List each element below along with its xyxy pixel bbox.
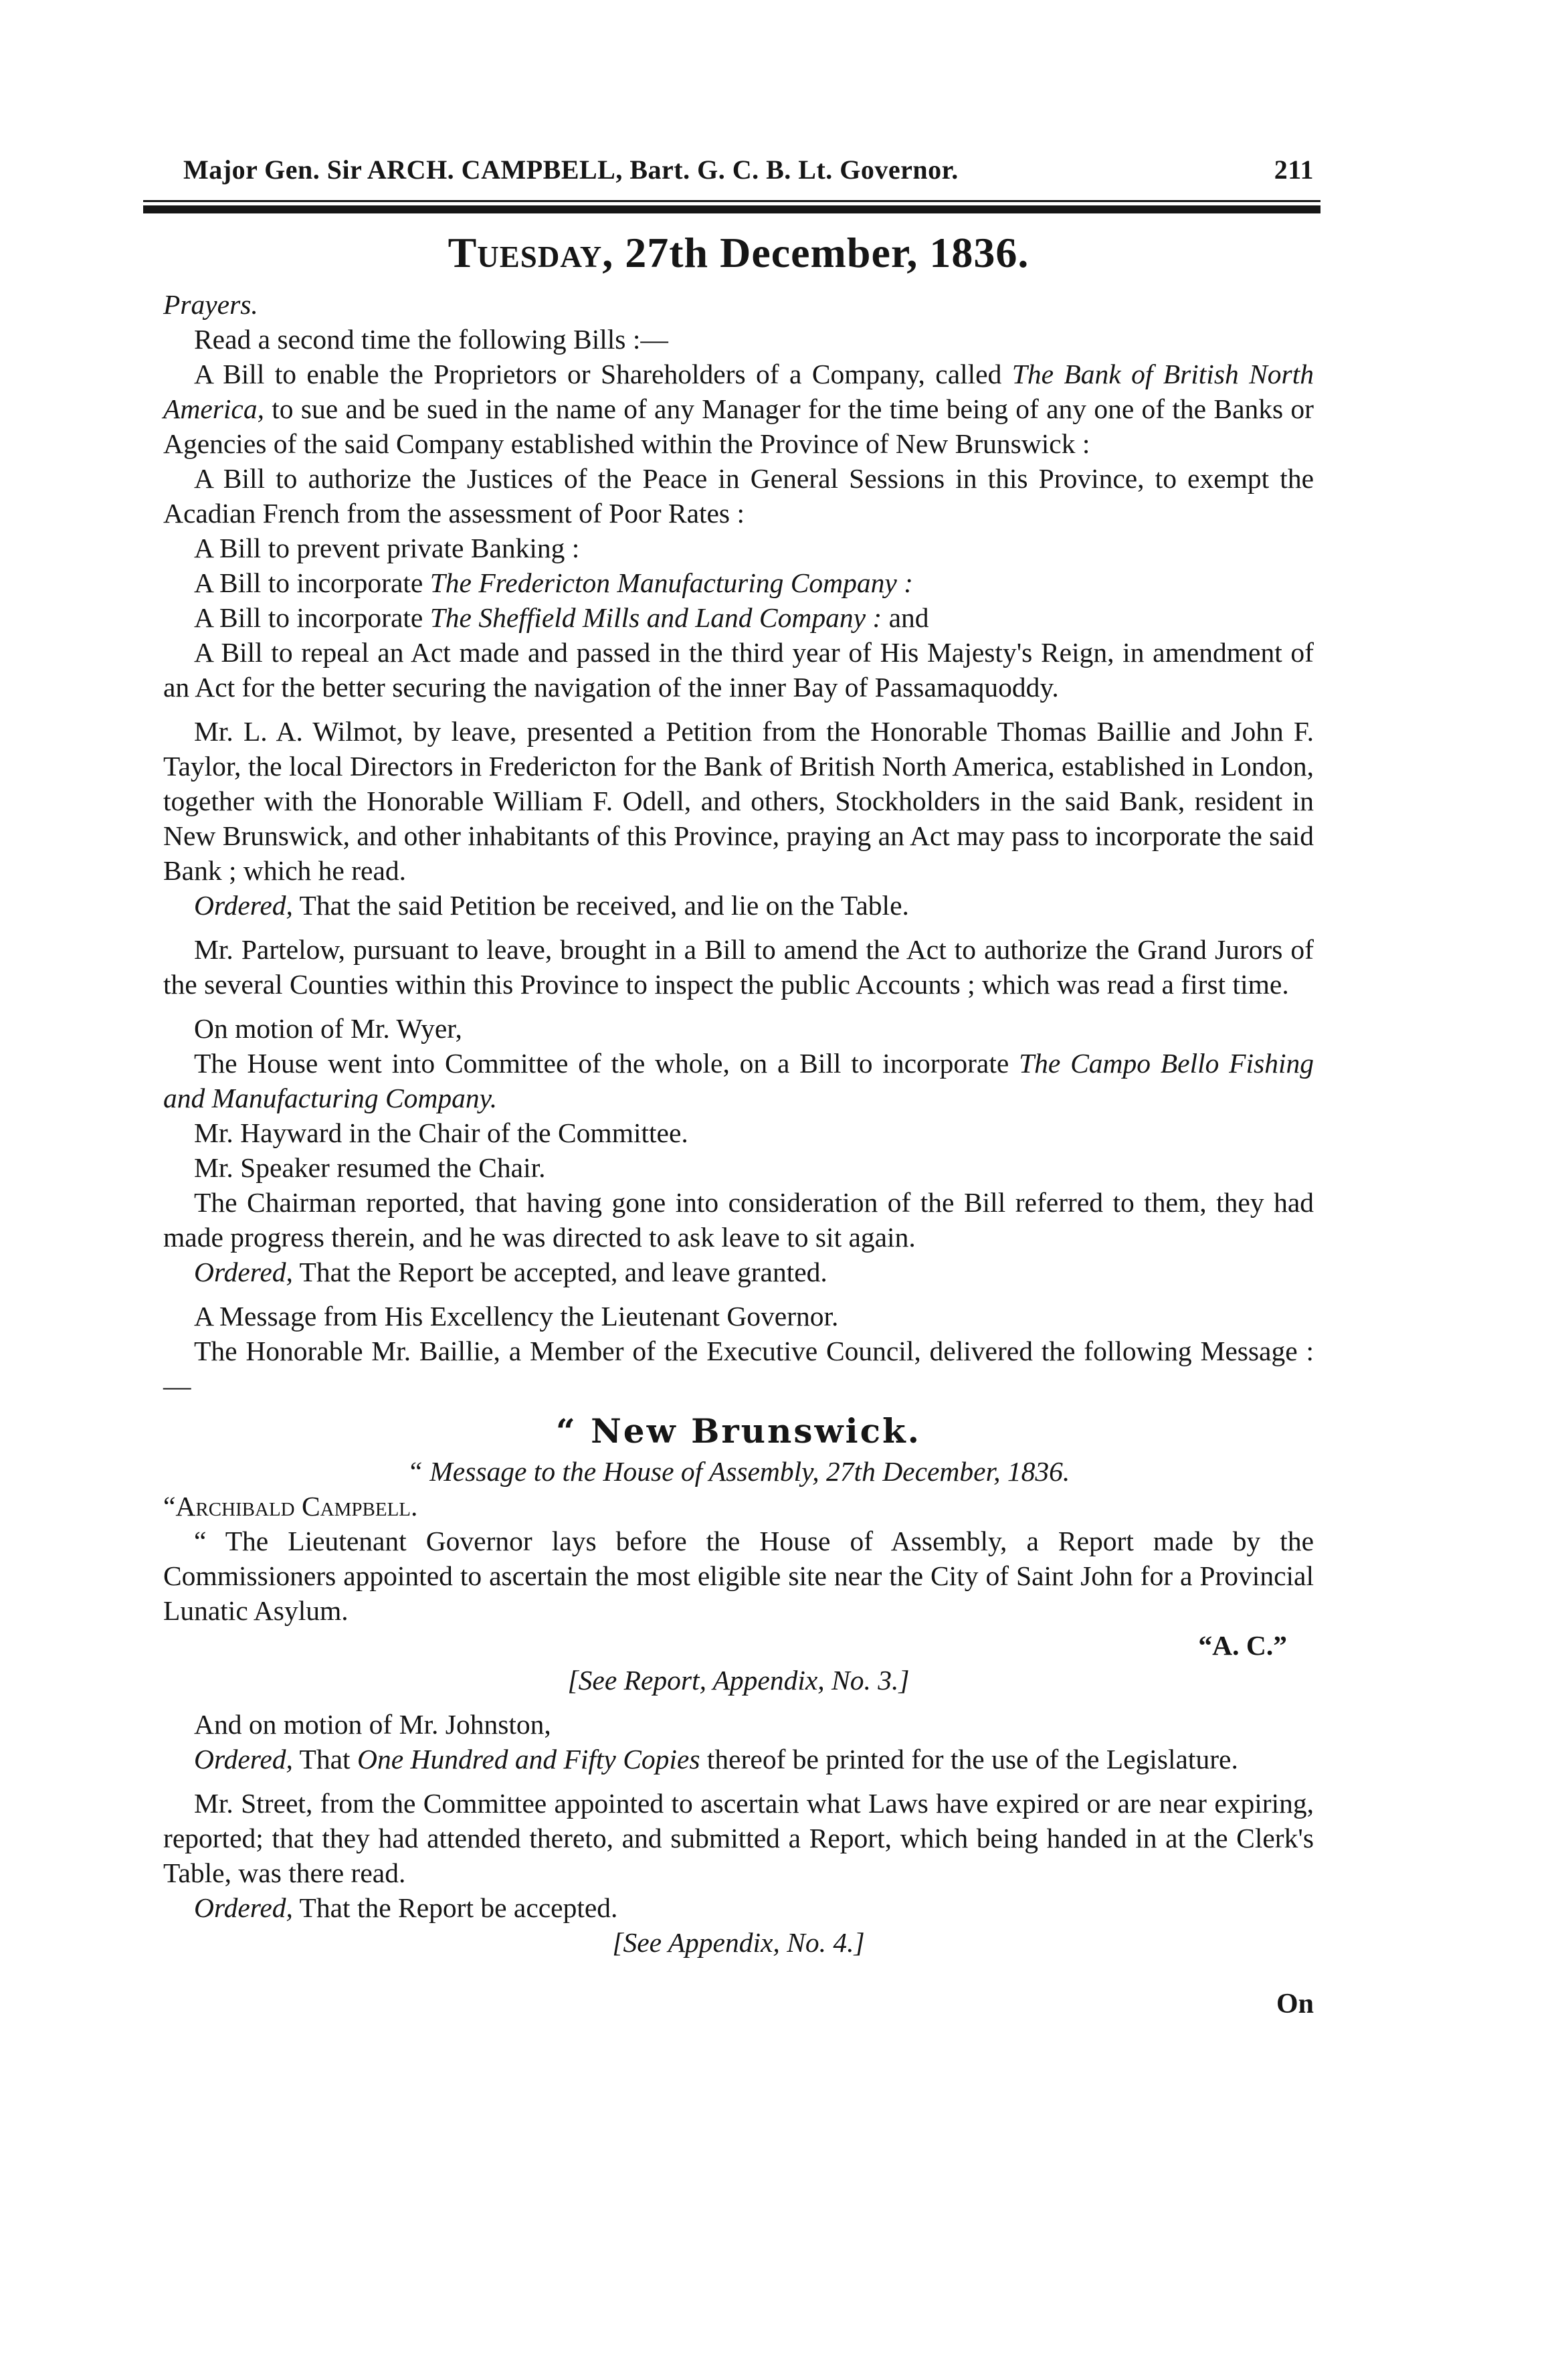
street-report: Mr. Street, from the Committee appointed to ascertain what Laws have expired or are near expiring, reported; that they had attended thereto, and submitted a Report, which being handed in at the Clerk's Table, was there read. xyxy=(163,1788,1314,1888)
ac-signature: “A. C.” xyxy=(1198,1630,1287,1661)
bill-6: A Bill to repeal an Act made and passed in the third year of His Majesty's Reign, in amendment of an Act for the better securing the navigation of the inner Bay of Passamaquoddy. xyxy=(163,637,1314,703)
see-report-note: [See Report, Appendix, No. 3.] xyxy=(567,1665,910,1696)
journal-body xyxy=(163,287,1314,1960)
archibald-campbell: “Archibald Campbell. xyxy=(163,1491,418,1522)
page-number: 211 xyxy=(1274,155,1314,185)
lieutenant-governor-message: “ The Lieutenant Governor lays before the House of Assembly, a Report made by the Commissioners appointed to ascertain the most eligible site near the City of Saint John for a Provincial Lunatic Asylum. xyxy=(163,1526,1314,1626)
header-rule xyxy=(143,200,1320,213)
chairman-report: The Chairman reported, that having gone into consideration of the Bill referred to them, they had made progress therein, and he was directed to ask leave to sit again. xyxy=(163,1187,1314,1253)
bills-intro: Read a second time the following Bills :— xyxy=(194,324,668,355)
bill-3: A Bill to prevent private Banking : xyxy=(194,533,580,563)
date-heading-day: Tuesday, xyxy=(448,229,614,276)
see-appendix-note: [See Appendix, No. 4.] xyxy=(612,1927,865,1958)
wyer-motion: On motion of Mr. Wyer, xyxy=(194,1013,462,1044)
committee-whole: The House went into Committee of the whole, on a Bill to incorporate The Campo Bello Fishing and Manufacturing Company. xyxy=(163,1048,1314,1113)
bill-5: A Bill to incorporate The Sheffield Mills and Land Company : and xyxy=(194,602,929,633)
date-heading xyxy=(163,228,1314,278)
prayers-line: Prayers. xyxy=(163,289,258,320)
wilmot-petition: Mr. L. A. Wilmot, by leave, presented a Petition from the Honorable Thomas Baillie and John F. Taylor, the local Directors in Fredericton for the Bank of British North America, established in London, together with the Honorable William F. Odell, and others, Stockholders in the said Bank, resident in New Brunswick, and other inhabitants of this Province, praying an Act may pass to incorporate the said Bank ; which he read. xyxy=(163,716,1314,886)
ordered-copies: Ordered, That One Hundred and Fifty Copies thereof be printed for the use of the Legislature. xyxy=(194,1744,1238,1775)
ordered-report: Ordered, That the Report be accepted, and leave granted. xyxy=(194,1257,827,1287)
running-title: Major Gen. Sir ARCH. CAMPBELL, Bart. G. C. B. Lt. Governor. xyxy=(183,155,959,185)
catchword: On xyxy=(1276,1989,1314,2019)
ordered-petition: Ordered, That the said Petition be received, and lie on the Table. xyxy=(194,890,909,921)
johnston-motion: And on motion of Mr. Johnston, xyxy=(194,1709,551,1740)
baillie-delivered: The Honorable Mr. Baillie, a Member of the Executive Council, delivered the following Message :— xyxy=(163,1336,1314,1401)
partelow-bill: Mr. Partelow, pursuant to leave, brought in a Bill to amend the Act to authorize the Grand Jurors of the several Counties within this Province to inspect the public Accounts ; which was read a first time. xyxy=(163,934,1314,1000)
bill-2: A Bill to authorize the Justices of the Peace in General Sessions in this Province, to exempt the Acadian French from the assessment of Poor Rates : xyxy=(163,463,1314,529)
message-dateline: “ Message to the House of Assembly, 27th December, 1836. xyxy=(407,1456,1070,1487)
message-from: A Message from His Excellency the Lieutenant Governor. xyxy=(194,1301,839,1332)
bill-4: A Bill to incorporate The Fredericton Manufacturing Company : xyxy=(194,567,914,598)
new-brunswick-heading: “ New Brunswick. xyxy=(555,1411,922,1451)
bill-1: A Bill to enable the Proprietors or Shareholders of a Company, called The Bank of British North America, to sue and be sued in the name of any Manager for the time being of any one of the Banks or Agencies of the said Company established within the Province of New Brunswick : xyxy=(163,359,1314,459)
hayward-chair: Mr. Hayward in the Chair of the Committee. xyxy=(194,1117,688,1148)
speaker-resumed: Mr. Speaker resumed the Chair. xyxy=(194,1152,546,1183)
date-heading-date: 27th December, 1836. xyxy=(625,229,1030,276)
ordered-accepted: Ordered, That the Report be accepted. xyxy=(194,1892,618,1923)
document-page xyxy=(163,154,1314,2019)
running-head xyxy=(183,154,1314,185)
